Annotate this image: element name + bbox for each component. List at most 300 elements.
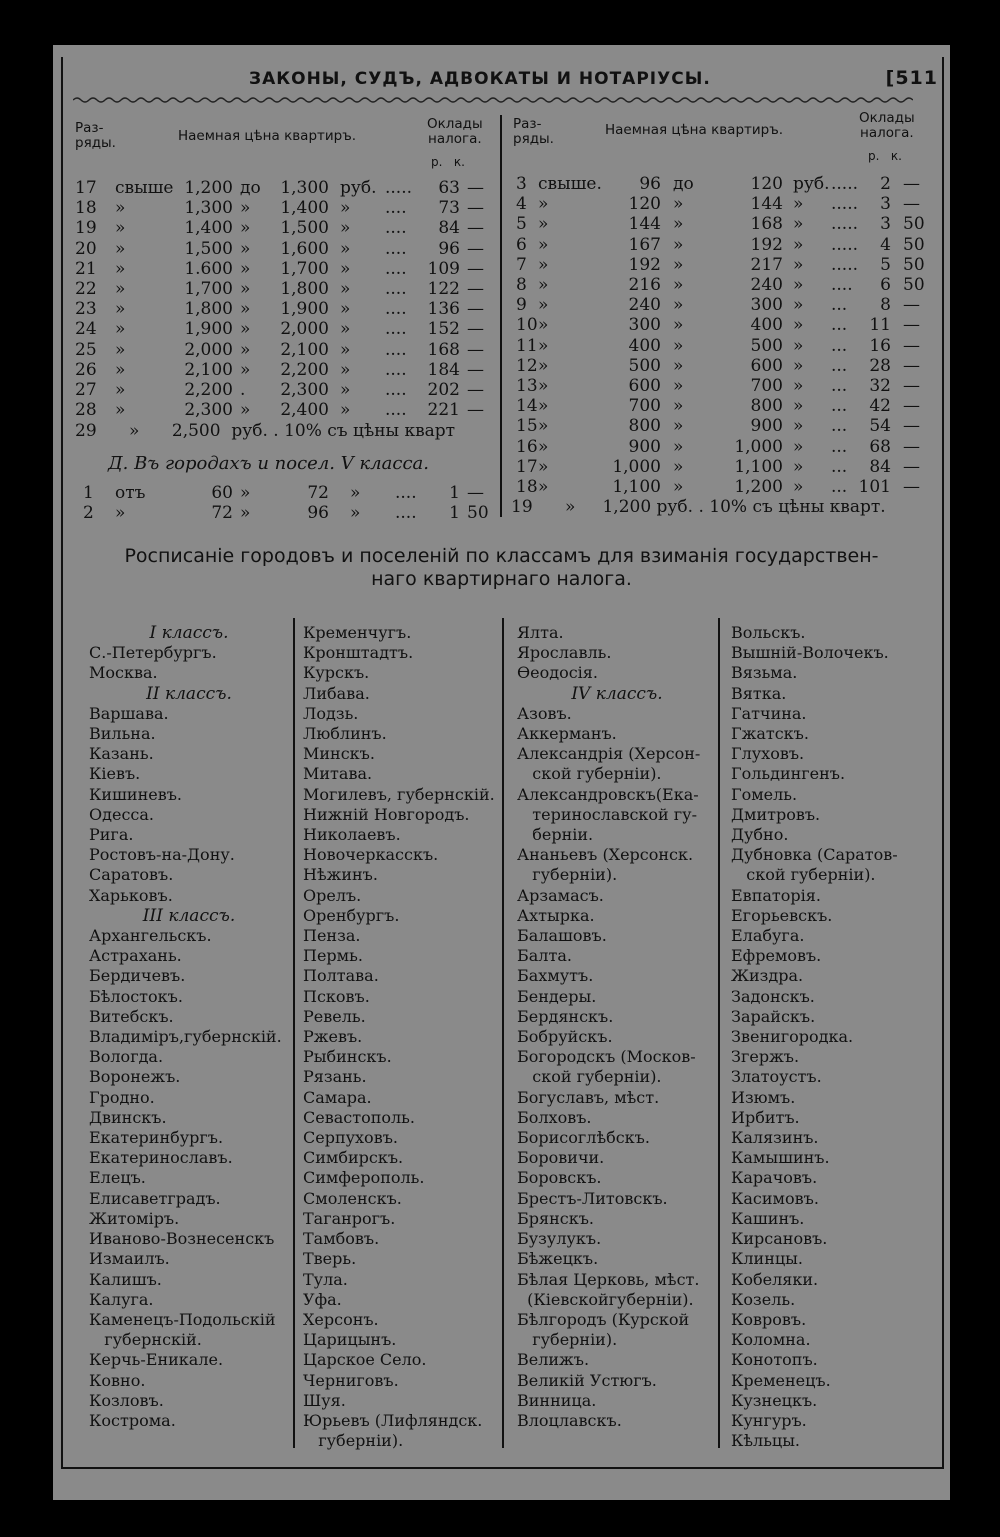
right-tax-cell: 1,200: [734, 477, 783, 497]
right-tax-cell: 11: [516, 335, 538, 356]
left-row-29: 29 » 2,500 руб. . 10% съ цѣны кварт: [75, 421, 456, 441]
right-tax-cell: 800: [750, 396, 783, 417]
right-tax-cell: »: [538, 456, 549, 477]
city-item: Симферополь.: [303, 1168, 425, 1188]
city-item: Бендеры.: [517, 986, 597, 1006]
right-tax-cell: 15: [516, 416, 538, 437]
left-tax-cell: —: [467, 218, 484, 239]
left-tax-cell: 1.600: [184, 258, 233, 279]
right-tax-cell: 50: [903, 254, 925, 275]
left-tax-d-cell: 60: [211, 483, 233, 503]
city-item: Звенигородка.: [731, 1027, 854, 1047]
right-tax-cell: —: [903, 396, 920, 417]
city-item: Ананьевъ (Херсонск.: [517, 845, 694, 865]
left-tax-cell: 96: [438, 238, 460, 259]
left-tax-cell: 1,900: [184, 319, 233, 340]
right-tax-cell: 10: [516, 315, 538, 336]
right-tax-cell: 400: [750, 315, 783, 336]
left-tax-d-cell: ....: [395, 483, 417, 503]
right-tax-cell: »: [793, 315, 804, 336]
left-tax-cell: ....: [385, 339, 407, 360]
right-tax-cell: »: [793, 416, 804, 437]
right-tax-cell: —: [903, 436, 920, 457]
left-tax-cell: ....: [385, 198, 407, 219]
city-item: Черниговъ.: [303, 1370, 399, 1390]
city-item: Калязинъ.: [731, 1128, 819, 1148]
city-item: Нѣжинъ.: [303, 865, 378, 885]
left-tax-cell: 20: [75, 238, 97, 259]
right-tax-cell: »: [793, 477, 804, 497]
right-tax-cell: 50: [903, 234, 925, 255]
right-tax-cell: 800: [628, 416, 661, 437]
city-item: Вязьма.: [731, 663, 798, 683]
city-item: Юрьевъ (Лифляндск.: [303, 1410, 483, 1430]
right-tax-cell: 8: [516, 275, 527, 295]
col-divider-3: [718, 618, 720, 1448]
city-item: Ковровъ.: [731, 1309, 807, 1329]
left-tax-cell: »: [340, 238, 351, 259]
left-tax-cell: »: [240, 319, 251, 340]
right-tax-cell: »: [538, 275, 549, 295]
right-tax-cell: ...: [831, 295, 848, 316]
class-heading: III классъ.: [142, 905, 236, 926]
left-tax-cell: 18: [75, 198, 97, 219]
right-tax-cell: 16: [516, 436, 538, 457]
right-tax-cell: »: [673, 477, 684, 497]
city-item: губернскій.: [89, 1330, 202, 1350]
left-tax-cell: —: [467, 319, 484, 340]
right-tax-cell: »: [673, 456, 684, 477]
left-tax-d-cell: »: [350, 483, 361, 503]
right-tax-cell: 54: [869, 416, 891, 437]
right-tax-cell: 13: [516, 376, 538, 396]
left-tax-cell: ....: [385, 400, 407, 421]
left-tax-cell: 2,400: [280, 400, 329, 421]
left-tax-cell: ....: [385, 238, 407, 259]
right-tax-cell: 1,000: [612, 456, 661, 477]
city-item: Велижъ.: [517, 1350, 590, 1370]
left-tax-cell: —: [467, 178, 484, 198]
city-item: Ярославль.: [517, 643, 612, 663]
city-item: Бузулукъ.: [517, 1229, 602, 1249]
left-tax-cell: —: [467, 299, 484, 320]
left-tax-cell: »: [115, 198, 126, 219]
left-tax-d-cell: 1: [449, 503, 460, 524]
city-item: Винница.: [517, 1390, 597, 1410]
right-tax-cell: 600: [750, 355, 783, 376]
left-tax-cell: 25: [75, 339, 97, 360]
right-tax-cell: 2: [880, 174, 891, 194]
left-tax-d-cell: 50: [467, 503, 489, 524]
right-tax-cell: 6: [880, 275, 891, 295]
left-tax-cell: »: [240, 400, 251, 421]
left-tax-cell: »: [115, 339, 126, 360]
city-item: Гжатскъ.: [731, 724, 809, 744]
left-tax-cell: 2,300: [184, 400, 233, 421]
right-tax-cell: 32: [869, 376, 891, 396]
left-head-rank: Раз- ряды.: [75, 120, 116, 151]
right-tax-cell: 9: [516, 295, 527, 316]
left-tax-cell: ....: [385, 218, 407, 239]
city-item: Кременчугъ.: [303, 623, 412, 642]
city-item: Лодзь.: [303, 703, 359, 723]
city-item: Бѣлостокъ.: [89, 986, 183, 1006]
city-item: Ахтырка.: [517, 905, 595, 925]
left-tax-cell: »: [340, 319, 351, 340]
right-tax-cell: —: [903, 416, 920, 437]
right-tax-cell: 168: [750, 214, 783, 235]
city-item: Минскъ.: [303, 744, 375, 764]
city-item: Вятка.: [731, 683, 787, 703]
right-tax-cell: »: [793, 396, 804, 417]
city-item: Аккерманъ.: [517, 724, 617, 744]
city-item: Конотопъ.: [731, 1350, 818, 1370]
city-item: Борисоглѣбскъ.: [517, 1128, 650, 1148]
schedule-title-line2: наго квартирнаго налога.: [371, 568, 632, 590]
city-item: Царицынъ.: [303, 1330, 397, 1350]
left-tax-cell: 1,700: [280, 258, 329, 279]
city-item: Карачовъ.: [731, 1168, 818, 1188]
right-tax-cell: —: [903, 295, 920, 316]
right-tax-cell: ...: [831, 477, 848, 497]
right-tax-cell: »: [793, 234, 804, 255]
left-tax-cell: —: [467, 400, 484, 421]
city-item: Бахмутъ.: [517, 966, 594, 986]
city-item: Кострома.: [89, 1410, 176, 1430]
right-tax-cell: 18: [516, 477, 538, 497]
left-tax-cell: »: [240, 359, 251, 380]
right-tax-cell: 120: [628, 194, 661, 215]
right-tax-cell: »: [538, 416, 549, 437]
right-tax-cell: ...: [831, 456, 848, 477]
city-item: Козель.: [731, 1289, 796, 1309]
right-tax-cell: 217: [750, 254, 783, 275]
city-item: Люблинъ.: [303, 724, 387, 744]
city-item: ской губерніи).: [517, 1067, 662, 1087]
left-tax-cell: 22: [75, 279, 97, 299]
city-item: Кременецъ.: [731, 1370, 831, 1390]
left-tax-cell: »: [340, 258, 351, 279]
city-item: Ржевъ.: [303, 1027, 363, 1047]
left-tax-cell: 2,200: [184, 380, 233, 400]
city-item: (Кіевскойгуберніи).: [517, 1289, 694, 1309]
class-heading: I классъ.: [149, 623, 229, 643]
right-tax-cell: руб.: [793, 174, 830, 194]
city-item: ской губерніи).: [517, 764, 662, 784]
city-item: Вольскъ.: [731, 623, 806, 642]
city-item: Гатчина.: [731, 703, 807, 723]
right-tax-cell: »: [538, 436, 549, 457]
city-item: Калуга.: [89, 1289, 154, 1309]
left-tax-cell: »: [240, 218, 251, 239]
right-tax-cell: 50: [903, 275, 925, 295]
city-item: Варшава.: [89, 703, 169, 723]
left-tax-cell: »: [240, 258, 251, 279]
right-tax-cell: ...: [831, 355, 848, 376]
left-tax-cell: »: [240, 279, 251, 299]
right-tax-cell: —: [903, 456, 920, 477]
left-tax-cell: 221: [427, 400, 460, 421]
city-item: Вологда.: [89, 1047, 164, 1067]
left-tax-cell: »: [115, 238, 126, 259]
left-tax-cell: 27: [75, 380, 97, 400]
right-tax-cell: .....: [831, 174, 859, 194]
right-tax-cell: »: [673, 335, 684, 356]
left-tax-cell: »: [240, 198, 251, 219]
left-tax-cell: 1,400: [280, 198, 329, 219]
left-tax-cell: 1,700: [184, 279, 233, 299]
left-tax-cell: »: [115, 400, 126, 421]
city-item: Рязань.: [303, 1067, 367, 1087]
left-tax-cell: 23: [75, 299, 97, 320]
city-item: Брянскъ.: [517, 1208, 594, 1228]
city-item: Николаевъ.: [303, 825, 401, 845]
city-item: Ревель.: [303, 1006, 366, 1026]
right-tax-cell: »: [793, 254, 804, 275]
city-item: Глуховъ.: [731, 744, 805, 764]
city-item: Богородскъ (Москов-: [517, 1047, 696, 1067]
left-tax-cell: »: [115, 359, 126, 380]
city-item: Ялта.: [517, 623, 564, 642]
left-tax-cell: 2,000: [280, 319, 329, 340]
city-item: Шуя.: [303, 1390, 346, 1410]
right-tax-cell: 500: [750, 335, 783, 356]
city-item: Бобруйскъ.: [517, 1027, 613, 1047]
city-item: Екатеринославъ.: [89, 1148, 233, 1168]
left-tax-d-cell: 2: [83, 503, 94, 524]
left-tax-cell: 122: [427, 279, 460, 299]
right-tax-cell: 192: [628, 254, 661, 275]
right-tax-cell: »: [673, 194, 684, 215]
city-item: Пенза.: [303, 926, 361, 946]
left-tax-cell: —: [467, 380, 484, 400]
city-item: Одесса.: [89, 804, 154, 824]
right-tax-cell: 8: [880, 295, 891, 316]
right-tax-cell: 16: [869, 335, 891, 356]
right-tax-cell: »: [793, 335, 804, 356]
city-item: С.-Петербургъ.: [89, 643, 217, 663]
city-item: Елисаветградъ.: [89, 1188, 221, 1208]
left-tax-cell: ....: [385, 279, 407, 299]
city-item: Таганрогъ.: [303, 1208, 396, 1228]
city-item: Арзамасъ.: [517, 885, 604, 905]
right-tax-cell: 4: [880, 234, 891, 255]
right-tax-cell: .....: [831, 254, 859, 275]
city-column-3: [517, 623, 717, 1431]
city-item: Зарайскъ.: [731, 1006, 816, 1026]
right-tax-cell: »: [673, 295, 684, 316]
left-tax-d-cell: 72: [211, 503, 233, 524]
left-tax-cell: 136: [427, 299, 460, 320]
right-tax-cell: »: [793, 214, 804, 235]
right-tax-cell: 240: [750, 275, 783, 295]
right-head-rank: Раз- ряды.: [513, 116, 554, 147]
city-item: Симбирскъ.: [303, 1148, 404, 1168]
city-item: Ѳеодосія.: [517, 663, 598, 683]
right-tax-cell: 700: [628, 396, 661, 417]
right-tax-cell: 14: [516, 396, 538, 417]
schedule-title: [53, 545, 950, 591]
right-tax-cell: —: [903, 335, 920, 356]
city-item: Новочеркасскъ.: [303, 845, 439, 865]
left-tax-cell: 73: [438, 198, 460, 219]
city-item: Дмитровъ.: [731, 804, 821, 824]
right-tax-cell: 1,000: [734, 436, 783, 457]
right-tax-cell: 84: [869, 456, 891, 477]
left-tax-cell: —: [467, 198, 484, 219]
city-item: Богуславъ, мѣст.: [517, 1087, 660, 1107]
city-item: Клинцы.: [731, 1249, 803, 1269]
right-tax-cell: »: [793, 275, 804, 295]
right-tax-cell: 400: [628, 335, 661, 356]
city-item: Вышній-Волочекъ.: [731, 643, 889, 663]
right-tax-cell: »: [793, 376, 804, 396]
city-item: Вильна.: [89, 724, 156, 744]
left-tax-d-cell: 96: [307, 503, 329, 524]
left-tax-d-cell: отъ: [115, 483, 146, 503]
city-item: Касимовъ.: [731, 1188, 819, 1208]
class-heading: II классъ.: [146, 683, 232, 704]
right-tax-cell: .....: [831, 234, 859, 255]
city-item: Псковъ.: [303, 986, 370, 1006]
right-tax-cell: 900: [750, 416, 783, 437]
city-item: Гродно.: [89, 1087, 155, 1107]
subhead-d: Д. Въ городахъ и посел. V класса.: [108, 453, 429, 474]
left-tax-cell: »: [115, 279, 126, 299]
left-tax-cell: 1,300: [280, 178, 329, 198]
city-item: Кузнецкъ.: [731, 1390, 818, 1410]
city-item: теринославской гу-: [517, 804, 697, 824]
right-tax-cell: 216: [628, 275, 661, 295]
left-tax-cell: »: [115, 218, 126, 239]
right-tax-cell: .....: [831, 194, 859, 215]
right-tax-cell: »: [793, 194, 804, 215]
city-item: Камышинъ.: [731, 1148, 830, 1168]
city-item: Кобеляки.: [731, 1269, 819, 1289]
right-tax-cell: »: [538, 315, 549, 336]
city-item: Саратовъ.: [89, 865, 174, 885]
city-item: Кіевъ.: [89, 764, 141, 784]
right-tax-cell: 7: [516, 254, 527, 275]
left-tax-d-cell: 1: [83, 483, 94, 503]
left-tax-cell: »: [340, 198, 351, 219]
city-item: Гомель.: [731, 784, 798, 804]
city-item: Влоцлавскъ.: [517, 1410, 622, 1430]
right-tax-cell: »: [538, 477, 549, 497]
left-tax-cell: ....: [385, 380, 407, 400]
city-item: Коломна.: [731, 1330, 811, 1350]
right-tax-cell: »: [793, 355, 804, 376]
right-tax-cell: »: [538, 355, 549, 376]
right-tax-cell: »: [673, 396, 684, 417]
left-tax-cell: »: [340, 218, 351, 239]
city-item: Самара.: [303, 1087, 372, 1107]
city-item: Изюмъ.: [731, 1087, 796, 1107]
right-tax-cell: 240: [628, 295, 661, 316]
city-item: Азовъ.: [517, 703, 572, 723]
right-row-19: 19 » 1,200 руб. . 10% съ цѣны кварт.: [511, 497, 886, 517]
city-item: Севастополь.: [303, 1107, 415, 1127]
city-item: Кирсановъ.: [731, 1229, 828, 1249]
right-tax-cell: »: [793, 295, 804, 316]
left-tax-cell: ....: [385, 359, 407, 380]
right-tax-cell: 42: [869, 396, 891, 417]
left-tax-cell: 152: [427, 319, 460, 340]
city-item: Царское Село.: [303, 1350, 427, 1370]
right-tax-cell: 144: [628, 214, 661, 235]
city-item: губерніи).: [517, 865, 618, 885]
right-tax-cell: 1,100: [612, 477, 661, 497]
city-item: Боровскъ.: [517, 1168, 602, 1188]
left-tax-cell: 1,800: [280, 279, 329, 299]
right-tax-cell: 144: [750, 194, 783, 215]
left-tax-cell: до: [240, 178, 261, 198]
city-item: Александровскъ(Ека-: [517, 784, 699, 804]
right-tax-cell: ...: [831, 315, 848, 336]
city-item: Оренбургъ.: [303, 905, 400, 925]
city-item: Москва.: [89, 663, 158, 683]
city-item: Козловъ.: [89, 1390, 164, 1410]
city-item: губерніи).: [517, 1330, 618, 1350]
left-head-rk: р. к.: [431, 155, 465, 169]
right-tax-cell: »: [538, 335, 549, 356]
right-tax-cell: 192: [750, 234, 783, 255]
city-item: Гольдингенъ.: [731, 764, 846, 784]
city-item: Ефремовъ.: [731, 946, 822, 966]
city-item: Балта.: [517, 946, 572, 966]
city-item: Воронежъ.: [89, 1067, 181, 1087]
left-tax-cell: ....: [385, 258, 407, 279]
right-tax-cell: —: [903, 477, 920, 497]
right-tax-cell: ...: [831, 335, 848, 356]
left-tax-cell: 1,400: [184, 218, 233, 239]
left-tax-cell: 28: [75, 400, 97, 421]
left-head-rent: Наемная цѣна квартиръ.: [178, 128, 357, 144]
city-item: Рига.: [89, 825, 134, 845]
city-item: Либава.: [303, 683, 370, 703]
left-tax-d-cell: »: [240, 503, 251, 524]
left-tax-cell: 1,500: [280, 218, 329, 239]
city-item: Могилевъ, губернскій.: [303, 784, 495, 804]
city-item: Рыбинскъ.: [303, 1047, 392, 1067]
right-tax-cell: 28: [869, 355, 891, 376]
book-page: [53, 45, 950, 1500]
right-tax-cell: »: [538, 295, 549, 316]
right-tax-cell: »: [673, 234, 684, 255]
left-tax-cell: руб.: [340, 178, 377, 198]
page-number: [511: [885, 67, 938, 89]
left-tax-cell: 2,100: [280, 339, 329, 360]
right-tax-cell: 167: [628, 234, 661, 255]
city-item: Кашинъ.: [731, 1208, 805, 1228]
left-tax-d-cell: 1: [449, 483, 460, 503]
left-tax-d-cell: »: [115, 503, 126, 524]
left-tax-cell: »: [340, 359, 351, 380]
city-item: Тула.: [303, 1269, 348, 1289]
left-tax-cell: свыше: [115, 178, 174, 198]
right-tax-cell: 17: [516, 456, 538, 477]
city-item: Митава.: [303, 764, 373, 784]
left-tax-cell: 184: [427, 359, 460, 380]
city-item: Бѣлая Церковь, мѣст.: [517, 1269, 700, 1289]
city-column-4: [731, 623, 941, 1451]
right-tax-cell: »: [673, 254, 684, 275]
city-column-1: [89, 623, 289, 1431]
city-item: Казань.: [89, 744, 154, 764]
right-head-tax: Оклады налога.: [859, 110, 915, 141]
right-tax-cell: 5: [516, 214, 527, 235]
right-tax-cell: »: [538, 194, 549, 215]
